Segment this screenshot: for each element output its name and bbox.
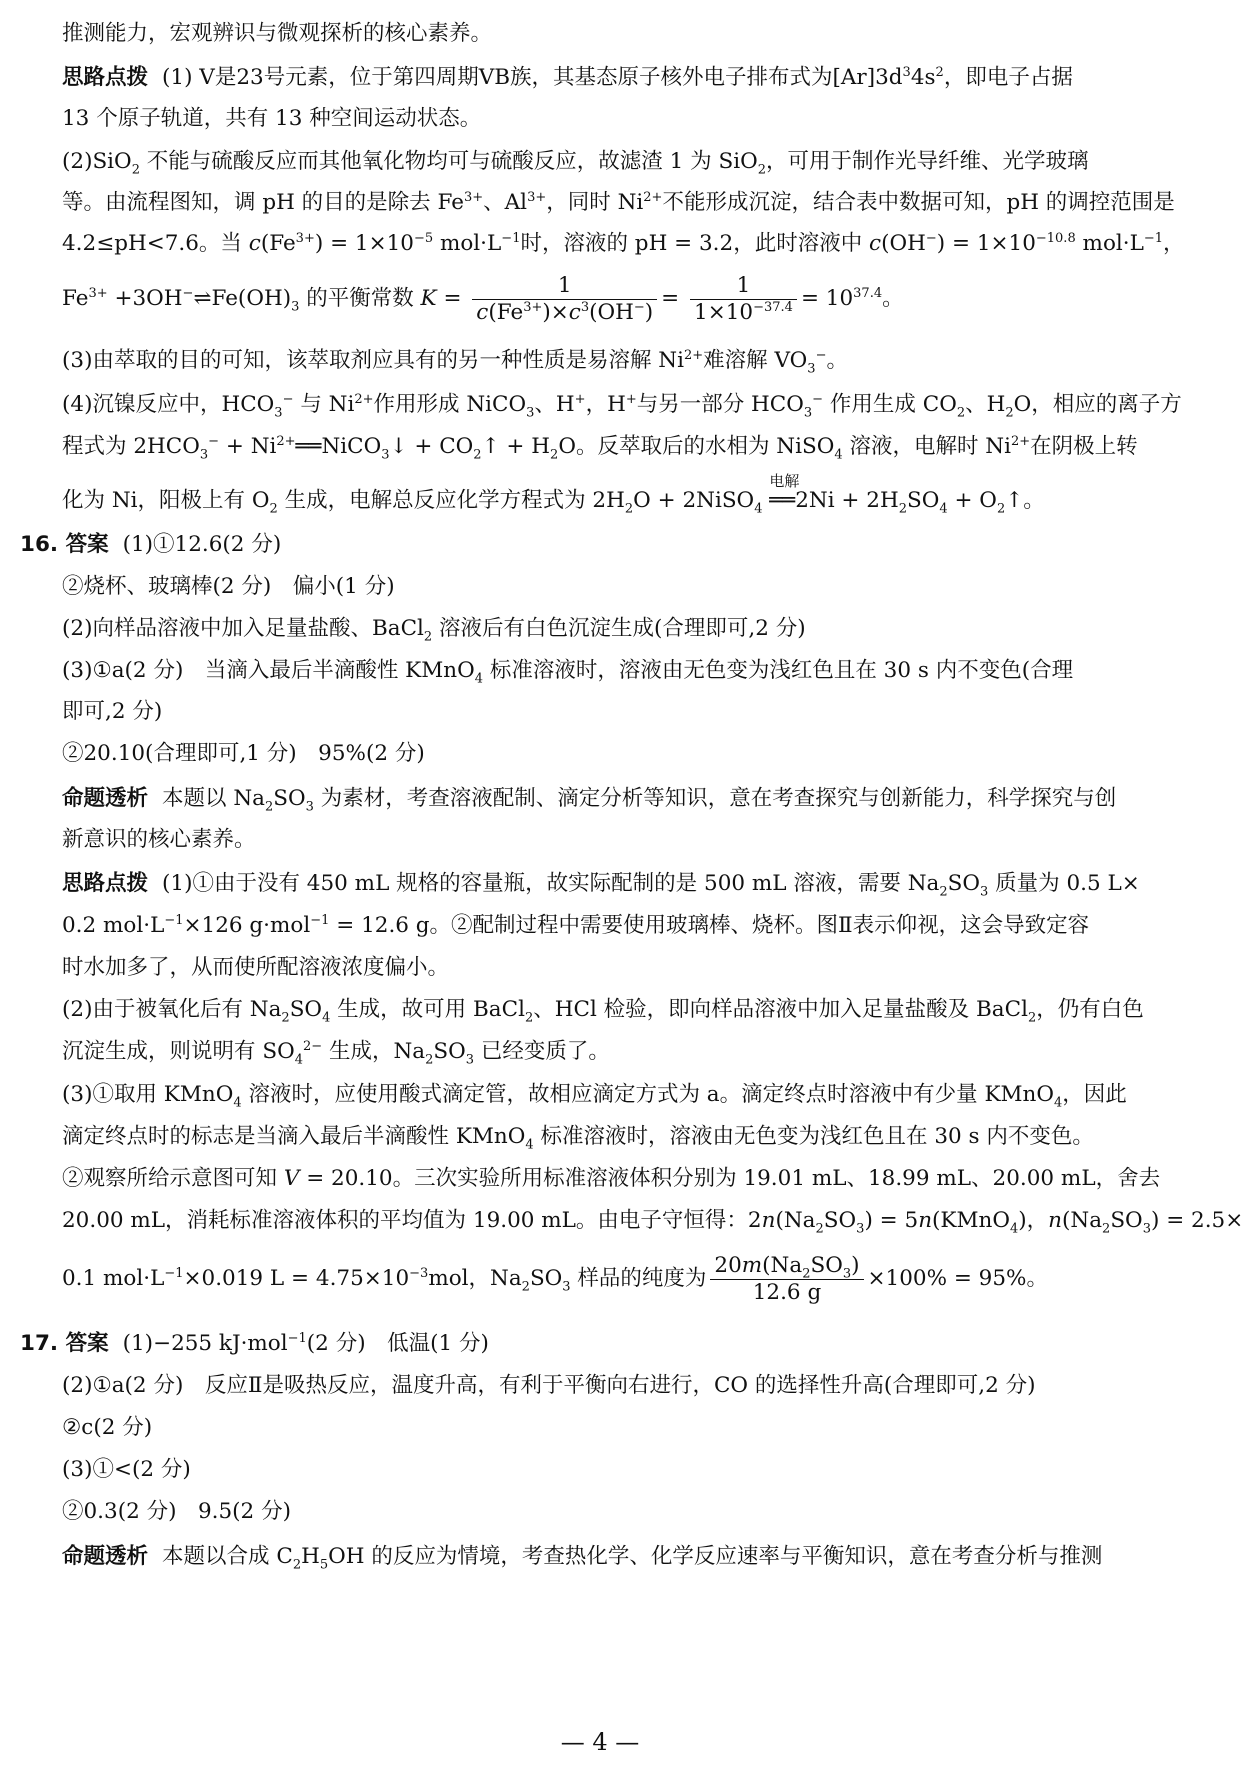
text-line: (2)由于被氧化后有 $Na_2SO_4$ 生成，故可用 BaCl$_2$、HCl 检验，即向样品溶液中加入足量盐酸及 BaCl$_2$，仍有白色 (62, 997, 1144, 1026)
text-line: 命题透析 本题以 $Na_2SO_3$ 为素材，考查溶液配制、滴定分析等知识，意在考查探究与创新能力，科学探究与创 (62, 786, 1117, 815)
fraction: $\frac{1}{c(Fe^{3+})\times c^3(OH^-)}$ (472, 273, 657, 326)
text-line: (3)由萃取的目的可知，该萃取剂应具有的另一种性质是易溶解 $Ni^{2+}$难溶解 $VO_3^-$。 (62, 347, 848, 377)
fraction: $\frac{1}{1\times 10^{-37.4}}$ (690, 273, 797, 326)
text-line: 滴定终点时的标志是当滴入最后半滴酸性 KMnO$_4$ 标准溶液时，溶液由无色变为浅红色且在 30 s 内不变色。 (62, 1124, 1094, 1153)
text-line: 4.2≤pH<7.6。当 $c(Fe^{3+}) = 1\times 10^{-5}$ $mol\cdot L^{-1}$时，溶液的 pH = 3.2，此时溶液中 $c(OH^-) = 1\times 10^{-10.8}$ $mol\cdot L^{-1}$， (62, 230, 1185, 256)
text-line: 思路点拨 (1) V是23号元素，位于第四周期ⅤB族，其基态原子核外电子排布式为$[Ar]3d^34s^2$，即电子占据 (62, 64, 1073, 90)
text-line: ②c(2 分) (62, 1415, 153, 1440)
text-line: 新意识的核心素养。 (62, 827, 256, 852)
text-line: (4)沉镍反应中，$HCO_3^-$ 与 $Ni^{2+}$作用形成 NiCO$_3$、H+，H+与另一部分 $HCO_3^-$ 作用生成 $CO_2$、$H_2O$，相应的离子方 (62, 391, 1182, 421)
page-number: — 4 — (560, 1728, 640, 1756)
text-line: 推测能力，宏观辨识与微观探析的核心素养。 (62, 21, 493, 46)
text-line: (2)SiO$_2$ 不能与硫酸反应而其他氧化物均可与硫酸反应，故滤渣 1 为 SiO$_2$，可用于制作光导纤维、光学玻璃 (62, 149, 1089, 178)
text-line: 等。由流程图知，调 pH 的目的是除去 $Fe^{3+}$、$Al^{3+}$，同时 $Ni^{2+}$不能形成沉淀，结合表中数据可知，pH 的调控范围是 (62, 189, 1175, 215)
text-line: 即可,2 分) (62, 699, 163, 724)
text-line: (2)①a(2 分) 反应Ⅱ是吸热反应，温度升高，有利于平衡向右进行，CO 的选择性升高(合理即可,2 分) (62, 1373, 1036, 1398)
text-line: 时水加多了，从而使所配溶液浓度偏小。 (62, 955, 450, 980)
text-line: (3)①a(2 分) 当滴入最后半滴酸性 KMnO$_4$ 标准溶液时，溶液由无色变为浅红色且在 30 s 内不变色(合理 (62, 658, 1074, 687)
text-line: 0.1 $mol\cdot L^{-1}\times 0.019$ $L = 4.75\times 10^{-3}mol$，$Na_2SO_3$ 样品的纯度为 $\frac{20m(Na_2SO_3)}{12.6 g}$ ×100% = 95%。 (62, 1252, 1048, 1305)
text-line: 20.00 mL，消耗标准溶液体积的平均值为 19.00 mL。由电子守恒得：$2n(Na_2SO_3)$ = 5n(KMnO$_4$)，$n(Na_2SO_3) = 2.5\times$ (62, 1208, 1243, 1237)
text-line: (3)①<(2 分) (62, 1457, 191, 1482)
text-line: 0.2 $mol\cdot L^{-1}\times 126$ g·mol$^{-1}$ = 12.6 g。②配制过程中需要使用玻璃棒、烧杯。图Ⅱ表示仰视，这会导致定容 (62, 912, 1090, 938)
text-line: (2)向样品溶液中加入足量盐酸、BaCl$_2$ 溶液后有白色沉淀生成(合理即可,2 分) (62, 616, 806, 645)
text-line: ②0.3(2 分) 9.5(2 分) (62, 1499, 291, 1524)
text-line: $Fe^{3+}$ $+3OH^-\rightleftharpoons Fe(OH)_3$ 的平衡常数 K = $\frac{1}{c(Fe^{3+})\times c^3(OH^-)}$ = $\frac{1}{1\times 10^{-37.4}}$ = $10^{37.4}$。 (62, 272, 904, 325)
text-line: 思路点拨 (1)①由于没有 450 mL 规格的容量瓶，故实际配制的是 500 mL 溶液，需要 $Na_2SO_3$ 质量为 0.5 L× (62, 871, 1140, 900)
text-line: 13 个原子轨道，共有 13 种空间运动状态。 (62, 106, 482, 131)
text-line: ②烧杯、玻璃棒(2 分) 偏小(1 分) (62, 574, 395, 599)
answer-16: 16. 答案 (1)①12.6(2 分) (20, 532, 282, 557)
text-line: (3)①取用 KMnO$_4$ 溶液时，应使用酸式滴定管，故相应滴定方式为 a。滴定终点时溶液中有少量 KMnO$_4$，因此 (62, 1082, 1127, 1111)
text-line: 沉淀生成，则说明有 $SO_4^{2-}$ 生成，$Na_2SO_3$ 已经变质了。 (62, 1038, 610, 1068)
text-line: ②20.10(合理即可,1 分) 95%(2 分) (62, 741, 425, 766)
section-heading: 思路点拨 (62, 65, 149, 90)
text-line: 化为 Ni，阳极上有 $O_2$ 生成，电解总反应化学方程式为 $2H_2O$ + 2NiSO$_4$ 电解 ══2Ni + $2H_2SO_4$ + $O_2↑$。 (62, 472, 1045, 517)
answer-17: 17. 答案 (1)−255 kJ·mol$^{-1}$(2 分) 低温(1 分) (20, 1330, 489, 1356)
fraction: $\frac{20m(Na_2SO_3)}{12.6 g}$ (710, 1253, 863, 1306)
text-line: 命题透析 本题以合成 $C_2H_5OH$ 的反应为情境，考查热化学、化学反应速率与平衡知识，意在考查分析与推测 (62, 1544, 1103, 1573)
text-line: 程式为 $2HCO_3^-$ + $Ni^{2+}══NiCO_3↓$ + $CO_2↑ + H_2O$。反萃取后的水相为 NiSO$_4$ 溶液，电解时 $Ni^{2+}$在阴极上转 (62, 433, 1138, 463)
text-line: ②观察所给示意图可知 V = 20.10。三次实验所用标准溶液体积分别为 19.01 mL、18.99 mL、20.00 mL，舍去 (62, 1166, 1161, 1191)
